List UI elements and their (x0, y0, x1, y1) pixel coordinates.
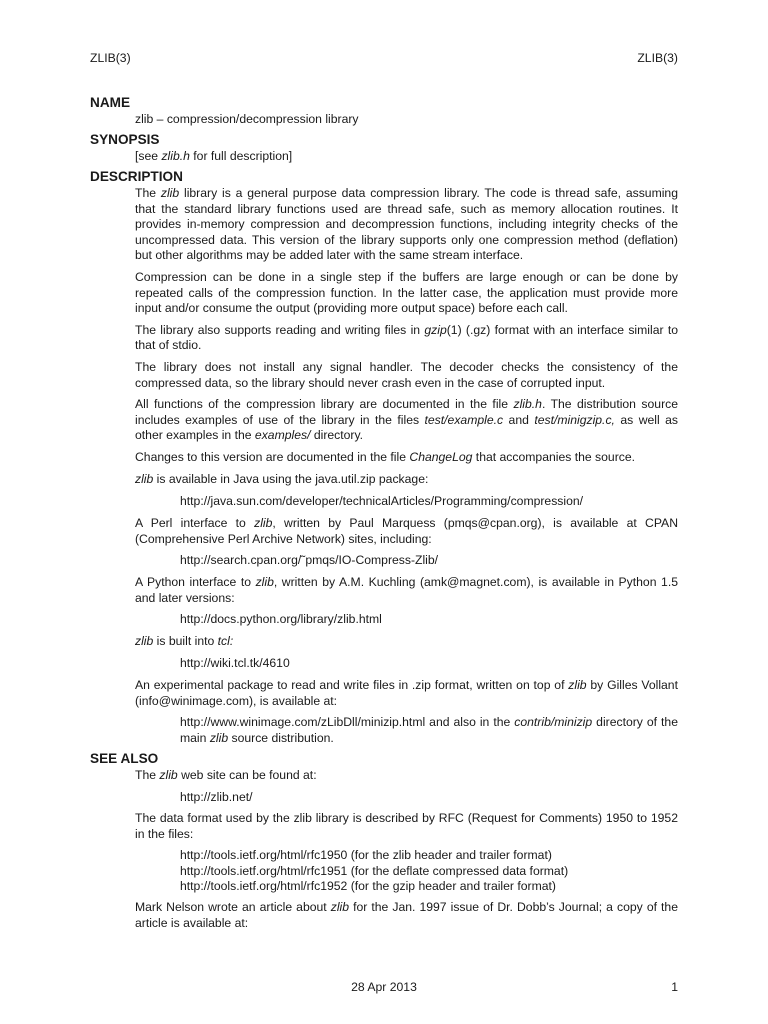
synopsis-text: [see zlib.h for full description] (135, 149, 293, 163)
dobbs-paragraph: Mark Nelson wrote an article about zlib for the Jan. 1997 issue of Dr. Dobb’s Journal; a copy of the article is available at: (135, 900, 678, 930)
python-paragraph: A Python interface to zlib, written by A.M. Kuchling (amk@magnet.com), is available in Python 1.5 and later versions: (135, 575, 678, 605)
section-description-heading: DESCRIPTION (90, 169, 183, 184)
list-item: http://tools.ietf.org/html/rfc1950 (for the zlib header and trailer format) (180, 848, 552, 862)
page-footer (90, 980, 678, 996)
minizip-url: http://www.winimage.com/zLibDll/minizip.html and also in the contrib/minizip directory of the main zlib source distribution. (180, 715, 678, 745)
header-left-title: ZLIB(3) (90, 51, 131, 65)
minizip-paragraph: An experimental package to read and write files in .zip format, written on top of zlib by Gilles Vollant (info@winimage.com), is available at: (135, 678, 678, 708)
description-body (135, 186, 678, 493)
name-text: zlib – compression/decompression library (135, 112, 359, 126)
list-item: http://tools.ietf.org/html/rfc1952 (for the gzip header and trailer format) (180, 879, 556, 894)
description-paragraph: The library does not install any signal handler. The decoder checks the consistency of the compressed data, so the library should never crash even in the case of corrupted input. (135, 359, 678, 390)
section-synopsis-heading: SYNOPSIS (90, 132, 160, 147)
rfc-paragraph: The data format used by the zlib library is described by RFC (Request for Comments) 1950 to 1952 in the files: (135, 811, 678, 841)
tcl-paragraph: zlib is built into tcl: (135, 634, 234, 648)
description-paragraph: All functions of the compression library are documented in the file zlib.h. The distribution source includes examples of use of the library in the files test/example.c and test/minigzip.c, as well as other examples in the examples/ directory. (135, 397, 679, 443)
footer-date: 28 Apr 2013 (351, 980, 417, 994)
python-url: http://docs.python.org/library/zlib.html (180, 612, 382, 626)
page-number: 1 (671, 980, 678, 994)
perl-paragraph: A Perl interface to zlib, written by Paul Marquess (pmqs@cpan.org), is available at CPAN (Comprehensive Perl Archive Network) sites, including: (135, 516, 678, 546)
see-also-paragraph: The zlib web site can be found at: (135, 768, 317, 782)
rfc-list (180, 848, 678, 895)
perl-url: http://search.cpan.org/˜pmqs/IO-Compress-Zlib/ (180, 553, 439, 567)
description-paragraph: The library also supports reading and writing files in gzip(1) (.gz) format with an interface similar to that of stdio. (135, 322, 678, 353)
page-header (90, 51, 678, 67)
description-paragraph: Compression can be done in a single step if the buffers are large enough or can be done by repeated calls of the compression function. In the latter case, the application must provide more input and/or consume the output (providing more output space) before each call. (135, 269, 678, 316)
list-item: http://tools.ietf.org/html/rfc1951 (for the deflate compressed data format) (180, 863, 569, 878)
java-url: http://java.sun.com/developer/technicalArticles/Programming/compression/ (180, 494, 584, 508)
description-paragraph: The zlib library is a general purpose data compression library. The code is thread safe, assuming that the standard library functions used are thread safe, such as memory allocation routines. It provides in-memory compression and decompression functions, including integrity checks of the uncompressed data. This version of the library supports only one compression method (deflation) but other algorithms may be added later with the same stream interface. (135, 186, 678, 263)
tcl-url: http://wiki.tcl.tk/4610 (180, 656, 290, 670)
section-see-also-heading: SEE ALSO (90, 751, 159, 766)
zlib-site-url: http://zlib.net/ (180, 790, 253, 804)
header-right-title: ZLIB(3) (637, 51, 678, 65)
description-paragraph: zlib is available in Java using the java.util.zip package: (135, 471, 429, 486)
section-name-heading: NAME (90, 95, 131, 110)
description-paragraph: Changes to this version are documented in the file ChangeLog that accompanies the source. (135, 449, 636, 464)
